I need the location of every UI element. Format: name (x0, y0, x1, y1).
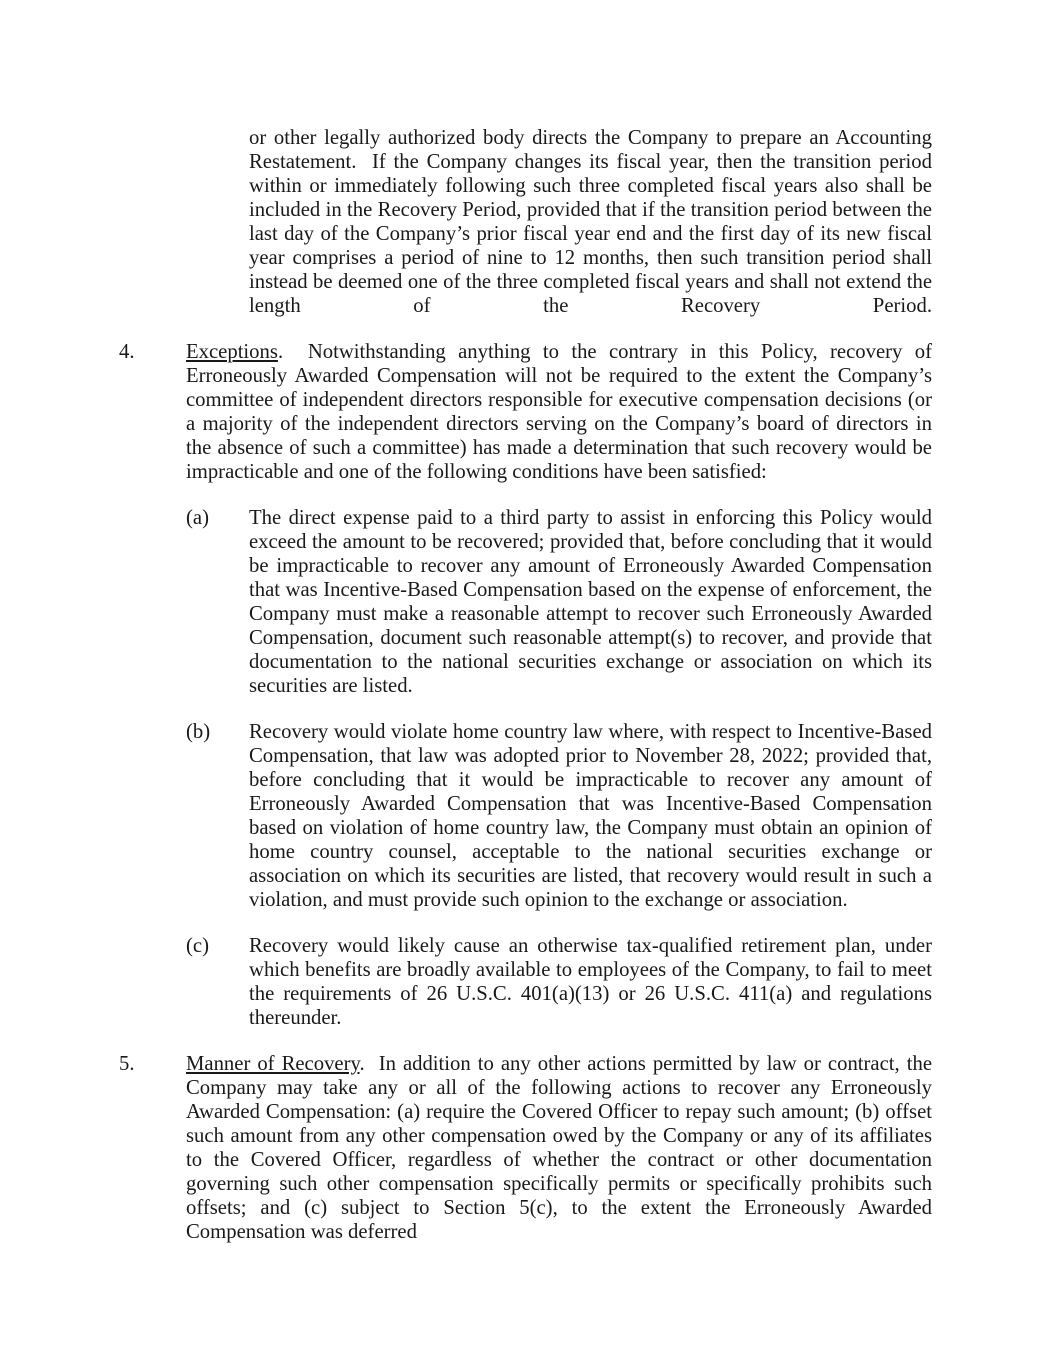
section-number: 5. (119, 1053, 135, 1075)
subitem-b (186, 720, 938, 912)
subitem-label: (b) (186, 721, 211, 743)
section-4-intro-paragraph (186, 340, 938, 484)
section-number: 4. (119, 341, 135, 363)
section-5-intro-paragraph (186, 1052, 938, 1244)
section-4-exceptions (119, 340, 938, 1030)
subitem-b-text: Recovery would violate home country law where, with respect to Incentive-Based Compensation, that law was adopted prior to November 28, 2022; provided that, before concluding that it would be impracticable to recover any amount of Erroneously Awarded Compensation that was Incentive-Based Compensation based on violation of home country law, the Company must obtain an opinion of home country counsel, acceptable to the national securities exchange or association on which its securities are listed, that recovery would result in such a violation, and must provide such opinion to the exchange or association. (249, 721, 938, 911)
section-body (186, 1052, 938, 1244)
subitem-c (186, 934, 938, 1030)
section-heading: Exceptions (186, 341, 278, 363)
section-intro-text: Notwithstanding anything to the contrary in this Policy, recovery of Erroneously Awarded Compensation will not be required to the extent the Company’s committee of independent directors responsible for executive compensation decisions (or a majority of the independent directors serving on the Company’s board of directors in the absence of such a committee) has made a determination that such recovery would be impracticable and one of the following conditions have been satisfied: (186, 341, 938, 483)
section-5-manner-of-recovery (119, 1052, 938, 1244)
section-heading: Manner of Recovery (186, 1053, 360, 1075)
continuation-paragraph: or other legally authorized body directs the Company to prepare an Accounting Restatement. If the Company changes its fiscal year, then the transition period within or immediately following such three completed fiscal years also shall be included in the Recovery Period, provided that if the transition period between the last day of the Company’s prior fiscal year end and the first day of its new fiscal year comprises a period of nine to 12 months, then such transition period shall instead be deemed one of the three completed fiscal years and shall not extend the length of the Recovery Period. (249, 127, 938, 317)
subitem-label: (a) (186, 507, 209, 529)
section-body (186, 340, 938, 1030)
section-heading-punct: . (277, 341, 284, 363)
subitem-c-text: Recovery would likely cause an otherwise tax-qualified retirement plan, under which benefits are broadly available to employees of the Company, to fail to meet the requirements of 26 U.S.C. 401(a)(13) or 26 U.S.C. 411(a) and regulations thereunder. (249, 935, 938, 1029)
subitem-a-text: The direct expense paid to a third party to assist in enforcing this Policy would exceed the amount to be recovered; provided that, before concluding that it would be impracticable to recover any amount of Erroneously Awarded Compensation that was Incentive-Based Compensation based on the expense of enforcement, the Company must make a reasonable attempt to recover such Erroneously Awarded Compensation, document such reasonable attempt(s) to recover, and provide that documentation to the national securities exchange or association on which its securities are listed. (249, 507, 938, 697)
section-intro-text: In addition to any other actions permitted by law or contract, the Company may take any or all of the following actions to recover any Erroneously Awarded Compensation: (a) require the Covered Officer to repay such amount; (b) offset such amount from any other compensation owed by the Company or any of its affiliates to the Covered Officer, regardless of whether the contract or other documentation governing such other compensation specifically permits or specifically prohibits such offsets; and (c) subject to Section 5(c), to the extent the Erroneously Awarded Compensation was deferred (186, 1053, 938, 1243)
section-heading-punct: . (359, 1053, 365, 1075)
policy-text-block (119, 126, 938, 1244)
subitem-label: (c) (186, 935, 209, 957)
subitem-a (186, 506, 938, 698)
